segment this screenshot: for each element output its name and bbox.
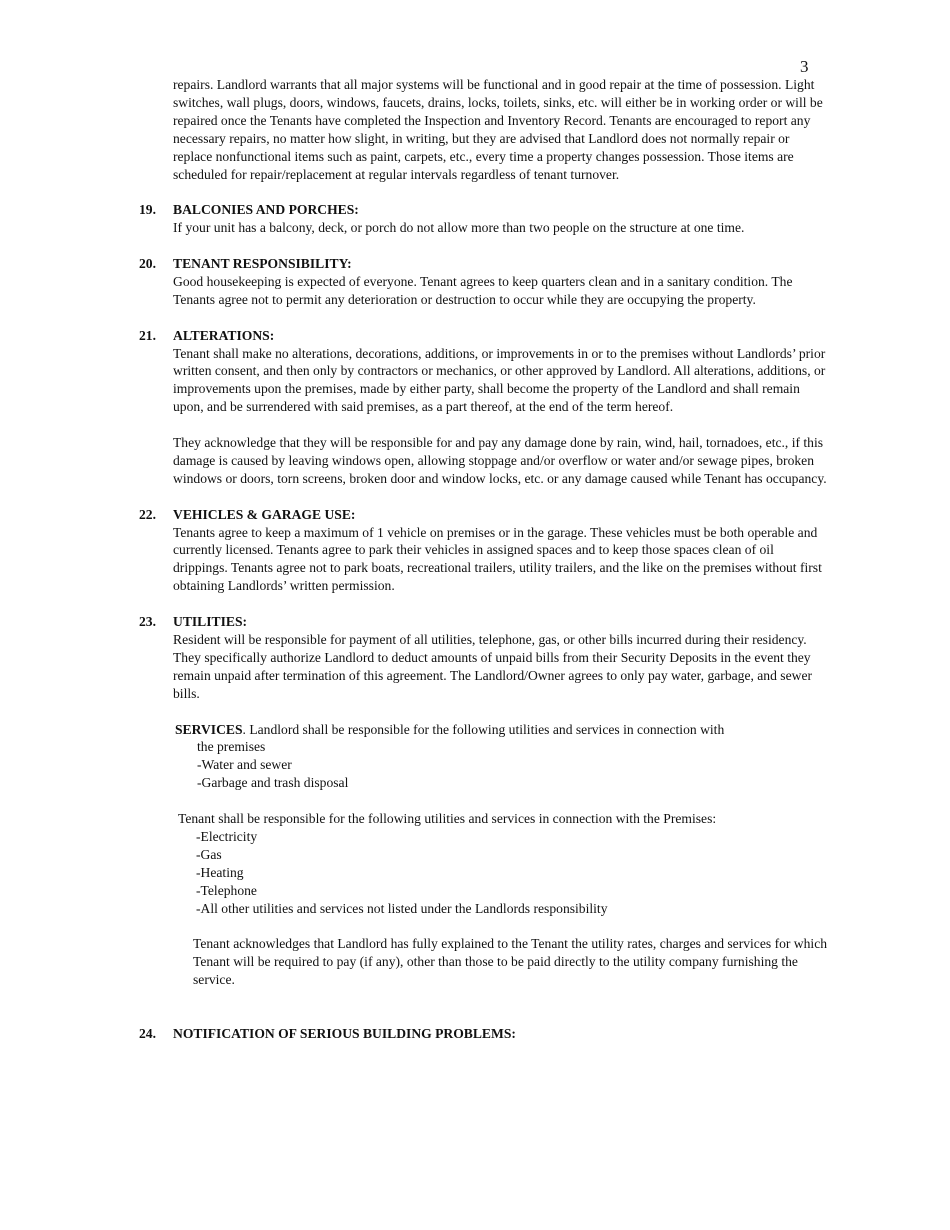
document-body [139,76,829,1061]
services-continuation: the premises [197,739,266,755]
section-heading: BALCONIES AND PORCHES: [173,202,359,218]
section-heading: VEHICLES & GARAGE USE: [173,506,356,522]
tenant-services-intro: Tenant shall be responsible for the following utilities and services in connection with the Premises: [178,811,717,827]
tenant-services-block [178,810,829,917]
section-heading: UTILITIES: [173,614,248,630]
section-19 [139,201,829,237]
intro-text: repairs. Landlord warrants that all major systems will be functional and in good repair at the time of possession. Light switches, wall plugs, doors, windows, faucets, drains, locks, toilets, sinks, etc. will either be in working order or will be repaired once the Tenants have completed the Inspection and Inventory Record. Tenants are encouraged to report any necessary repairs, no matter how slight, in writing, but they are advised that Landlord does not normally repair or replace nonfunctional items such as paint, carpets, etc., every time a property changes possession. Those items are scheduled for repair/replacement at regular intervals regardless of tenant turnover. [173,77,823,182]
list-item: -Electricity [196,828,258,844]
section-24 [139,1025,829,1043]
list-item: -Gas [196,846,222,862]
list-item: -Garbage and trash disposal [197,775,349,791]
services-line [175,721,829,739]
section-heading: ALTERATIONS: [173,327,275,343]
list-item: -Telephone [196,882,257,898]
section-number: 21. [139,327,156,343]
section-number: 22. [139,506,156,522]
list-item: -All other utilities and services not listed under the Landlords responsibility [196,900,608,916]
section-20 [139,255,829,309]
landlord-services-list [197,738,829,792]
utility-acknowledgement: Tenant acknowledges that Landlord has fully explained to the Tenant the utility rates, charges and services for which Tenant will be required to pay (if any), other than those to be paid directly to the utility company furnishing the service. [193,936,828,988]
section-21 [139,327,829,488]
section-heading: NOTIFICATION OF SERIOUS BUILDING PROBLEMS: [173,1025,516,1041]
section-number: 23. [139,614,156,630]
section-22 [139,506,829,596]
section-number: 19. [139,202,156,218]
section-heading: TENANT RESPONSIBILITY: [173,256,352,272]
section-text: They acknowledge that they will be responsible for and pay any damage done by rain, wind, hail, tornadoes, etc., if this damage is caused by leaving windows open, allowing stoppage and/or overflow or water and/or sewage pipes, broken windows or doors, torn screens, broken door and window locks, etc. or any damage caused while Tenant has occupancy. [173,435,827,486]
section-23 [139,613,829,989]
section-text: Resident will be responsible for payment of all utilities, telephone, gas, or other bills incurred during their residency. They specifically authorize Landlord to deduct amounts of unpaid bills from their Security Deposits in the event they remain unpaid after termination of this agreement. The Landlord/Owner agrees to only pay water, garbage, and sewer bills. [173,632,812,701]
section-text: Good housekeeping is expected of everyone. Tenant agrees to keep quarters clean and in a sanitary condition. The Tenants agree not to permit any deterioration or destruction to occur while they are occupying the property. [173,273,793,307]
services-label: SERVICES [175,721,243,737]
intro-paragraph [139,76,829,183]
services-block [175,721,829,793]
list-item: -Water and sewer [197,757,292,773]
section-text: Tenant shall make no alterations, decorations, additions, or improvements in or to the premises without Landlords’ prior written consent, and then only by contractors or mechanics, or other approved by Landlord. All alterations, additions, or improvements upon the premises, made by either party, shall become the property of the Landlord and shall remain upon, and be surrendered with said premises, as a part thereof, at the end of the term hereof. [173,345,826,415]
tenant-services-list [196,828,829,918]
section-text: If your unit has a balcony, deck, or porch do not allow more than two people on the structure at one time. [173,220,745,236]
section-number: 24. [139,1025,156,1041]
page-number: 3 [800,57,809,76]
section-number: 20. [139,256,156,272]
services-text: . Landlord shall be responsible for the following utilities and services in connection with [242,721,725,737]
list-item: -Heating [196,864,244,880]
section-text: Tenants agree to keep a maximum of 1 vehicle on premises or in the garage. These vehicles must be both operable and currently licensed. Tenants agree to park their vehicles in assigned spaces and to keep those spaces clean of oil drippings. Tenants agree not to park boats, recreational trailers, utility trailers, and the like on the premises without first obtaining Landlords’ written permission. [173,524,822,594]
